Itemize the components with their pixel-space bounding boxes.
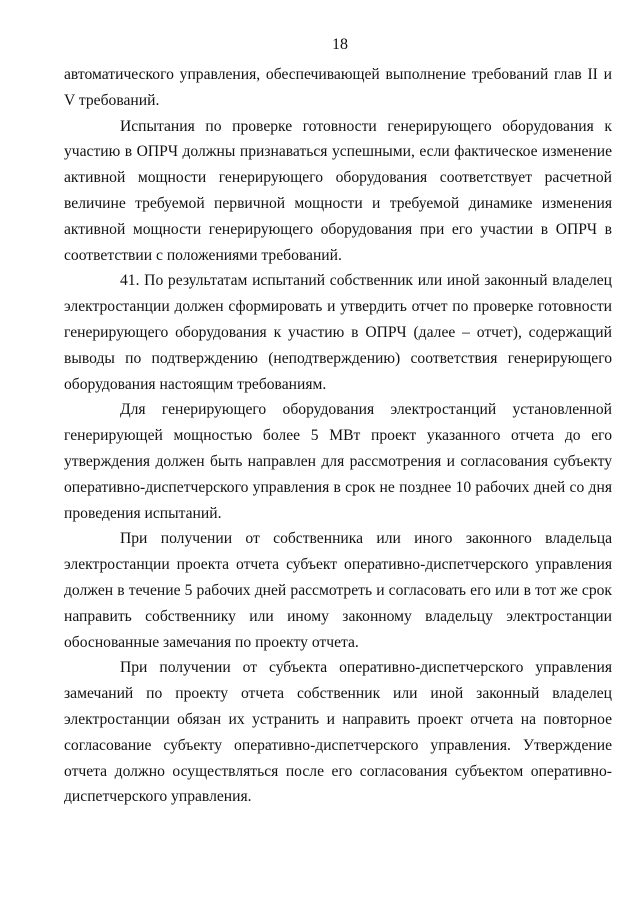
paragraph-testing-success: Испытания по проверке готовности генерирующего оборудования к участию в ОПРЧ должны признаваться успешными, если фактическое изменение активной мощности генерирующего оборудования соответствует расчетной величине требуемой первичной мощности и требуемой динамике изменения активной мощности генерирующего оборудования при его участии в ОПРЧ в соответствии с положениями требований. <box>64 117 612 264</box>
document-body <box>64 62 612 810</box>
page-number: 18 <box>332 36 348 53</box>
paragraph-approval-over-5mw: Для генерирующего оборудования электростанций установленной генерирующей мощностью более 5 МВт проект указанного отчета до его утверждения должен быть направлен для рассмотрения и согласования субъекту оперативно-диспетчерского управления в срок не позднее 10 рабочих дней со дня проведения испытаний. <box>64 401 612 522</box>
paragraph-remarks-resolution: При получении от субъекта оперативно-диспетчерского управления замечаний по проекту отчета собственник или иной законный владелец электростанции обязан их устранить и направить проект отчета на повторное согласование субъекту оперативно-диспетчерского управления. Утверждение отчета должно осуществляться после его согласования субъектом оперативно-диспетчерского управления. <box>64 659 612 806</box>
paragraph-continuation: автоматического управления, обеспечивающей выполнение требований глав II и V требований. <box>64 66 612 109</box>
paragraph-review-by-operator: При получении от собственника или иного законного владельца электростанции проекта отчета субъект оперативно-диспетчерского управления должен в течение 5 рабочих дней рассмотреть и согласовать его или в тот же срок направить собственнику или иному законному владельцу электростанции обоснованные замечания по проекту отчета. <box>64 530 612 651</box>
paragraph-clause-41: 41. По результатам испытаний собственник или иной законный владелец электростанции должен сформировать и утвердить отчет по проверке готовности генерирующего оборудования к участию в ОПРЧ (далее – отчет), содержащий выводы по подтверждению (неподтверждению) соответствия генерирующего оборудования настоящим требованиям. <box>64 272 612 393</box>
